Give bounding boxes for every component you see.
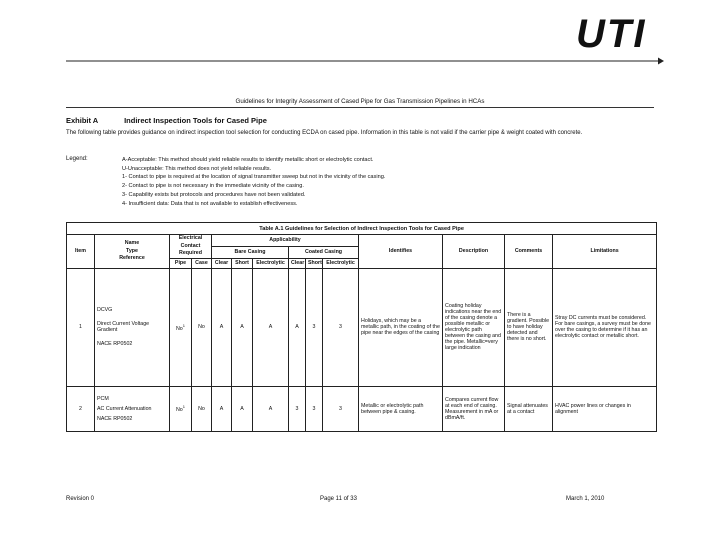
row-bare-electrolytic: A — [253, 268, 289, 386]
row-coated-clear: A — [289, 268, 306, 386]
table-caption: Table A.1 Guidelines for Selection of Indirect Inspection Tools for Cased Pipe — [67, 223, 657, 235]
header-item: Item — [67, 235, 95, 269]
row-identifies: Holidays, which may be a metallic path, in the coating of the pipe near the edges of the casing — [359, 268, 443, 386]
row-pipe-contact: No$^1$ — [170, 268, 192, 386]
row-pipe-contact: No$^1$ — [170, 386, 192, 431]
header-limitations: Limitations — [553, 235, 657, 269]
row-comments: There is a gradient. Possible to have holiday detected and there is no short. — [505, 268, 553, 386]
row-bare-clear: A — [212, 386, 232, 431]
row-limitations: Stray DC currents must be considered. For bare casings, a survey must be done over the casing to determine if it has an electrolytic contact or metallic short. — [553, 268, 657, 386]
legend-item: U-Unacceptable: This method does not yield reliable results. — [122, 165, 272, 172]
row-description: Coating holiday indications near the end of the casing denote a possible metallic or electrolytic path between the casing and the pipe. Metallic=very large indication — [443, 268, 505, 386]
row-bare-clear: A — [212, 268, 232, 386]
exhibit-label: Exhibit A — [66, 116, 99, 125]
header-bare-electrolytic: Electrolytic — [253, 258, 289, 268]
table-row — [67, 268, 657, 386]
guidelines-table — [66, 222, 657, 432]
row-identifies: Metallic or electrolytic path between pipe & casing. — [359, 386, 443, 431]
row-case-contact: No — [192, 386, 212, 431]
header-arrow-rule — [66, 56, 664, 66]
legend-item: 3- Capability exists but protocols and procedures have not been validated. — [122, 191, 306, 198]
row-case-contact: No — [192, 268, 212, 386]
title-divider — [66, 107, 654, 108]
legend-label: Legend: — [66, 156, 88, 162]
header-bare-casing: Bare Casing — [212, 246, 289, 258]
logo-text: UTI — [576, 14, 647, 50]
row-bare-electrolytic: A — [253, 386, 289, 431]
legend-item: A-Acceptable: This method should yield reliable results to identify metallic short or electrolytic contact. — [122, 157, 374, 163]
header-bare-clear: Clear — [212, 258, 232, 268]
exhibit-title: Indirect Inspection Tools for Cased Pipe — [124, 116, 267, 125]
row-limitations: HVAC power lines or changes in alignment — [553, 386, 657, 431]
header-electrical-contact: Electrical Contact Required — [170, 235, 212, 259]
footer-revision: Revision 0 — [66, 496, 95, 502]
row-bare-short: A — [232, 386, 253, 431]
legend-item: 4- Insufficient data: Data that is not available to establish effectiveness. — [122, 200, 298, 207]
row-name: PCM AC Current Attenuation NACE RP0502 — [95, 386, 170, 431]
row-coated-clear: 3 — [289, 386, 306, 431]
header-coated-clear: Clear — [289, 258, 306, 268]
legend-list — [122, 156, 652, 208]
document-title: Guidelines for Integrity Assessment of Cased Pipe for Gas Transmission Pipelines in HCAs — [235, 98, 485, 105]
header-description: Description — [443, 235, 505, 269]
uti-logo — [574, 14, 662, 50]
header-identifies: Identifies — [359, 235, 443, 269]
header-coated-casing: Coated Casing — [289, 246, 359, 258]
header-coated-electrolytic: Electrolytic — [323, 258, 359, 268]
header-pipe: Pipe — [170, 258, 192, 268]
header-name: Name Type Reference — [95, 235, 170, 269]
row-item: 1 — [67, 268, 95, 386]
row-coated-electrolytic: 3 — [323, 268, 359, 386]
footer-page-number: Page 11 of 33 — [320, 496, 357, 502]
header-coated-short: Short — [306, 258, 323, 268]
row-coated-electrolytic: 3 — [323, 386, 359, 431]
row-name: DCVG Direct Current Voltage Gradient NACE RP0502 — [95, 268, 170, 386]
legend-item: 2- Contact to pipe is not necessary in the immediate vicinity of the casing. — [122, 183, 304, 190]
row-bare-short: A — [232, 268, 253, 386]
intro-paragraph: The following table provides guidance on indirect inspection tool selection for conducting ECDA on cased pipe. Information in this table is not valid if the carrier pipe & weight coated with concrete. — [66, 130, 583, 136]
header-applicability: Applicability — [212, 235, 359, 247]
header-bare-short: Short — [232, 258, 253, 268]
row-coated-short: 3 — [306, 386, 323, 431]
header-comments: Comments — [505, 235, 553, 269]
exhibit-heading — [66, 116, 267, 125]
row-item: 2 — [67, 386, 95, 431]
row-comments: Signal attenuates at a contact — [505, 386, 553, 431]
row-description: Compares current flow at each end of casing. Measurement in mA or dBmA/ft. — [443, 386, 505, 431]
legend-item: 1- Contact to pipe is required at the location of signal transmitter sweep but not in the vicinity of the casing. — [122, 174, 386, 181]
header-case: Case — [192, 258, 212, 268]
row-coated-short: 3 — [306, 268, 323, 386]
table-row — [67, 386, 657, 431]
footer-date: March 1, 2010 — [566, 496, 605, 502]
